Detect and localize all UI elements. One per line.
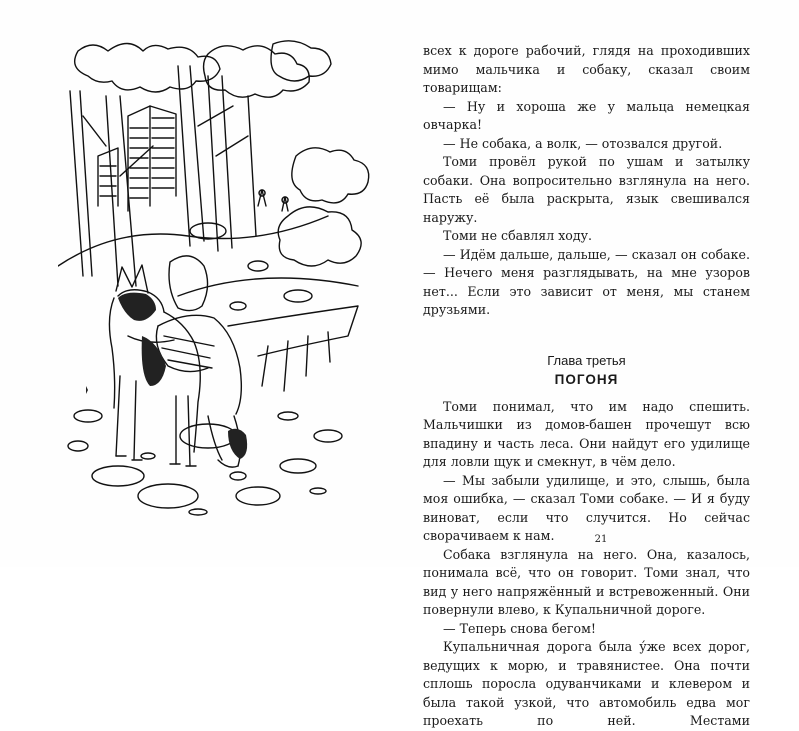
page-number: 21: [594, 534, 608, 545]
paragraph: Собака взглянула на него. Она, казалось, понимала всё, что он говорит. Томи знал, что вид у него напряжённый и встревоженный. Они повернули влево, к Купальничной дороге.: [423, 546, 750, 617]
paragraph: — Ну и хороша же у мальца немецкая овчарка!: [423, 98, 750, 132]
chapter-title: ПОГОНЯ: [554, 371, 619, 387]
paragraph: всех к дороге рабочий, глядя на проходивших мимо мальчика и собаку, сказал своим товарищам:: [423, 43, 750, 95]
paragraph: Купальничная дорога была у́же всех дорог, ведущих к морю, и травянистее. Она почти сплошь поросла одуванчиками и клевером и была такой узкой, что автомобиль едва мог проехать по ней. Местами: [423, 639, 750, 728]
paragraph: — Не собака, а волк, — отозвался другой.: [443, 135, 723, 151]
chapter-label: Глава третья: [547, 352, 626, 368]
chapter-heading: [423, 353, 750, 389]
paragraph: — Теперь снова бегом!: [443, 620, 596, 636]
paragraph: Томи не сбавлял ходу.: [443, 228, 593, 243]
paragraph: Томи провёл рукой по ушам и затылку собаки. Она вопросительно взглянула на него. Пасть её была раскрыта, язык свешивался наружу.: [423, 154, 750, 225]
illustration-boy-and-dog: [58, 36, 378, 521]
text-column: [423, 42, 750, 731]
paragraph: — Мы забыли удилище, и это, слышь, была моя ошибка, — сказал Томи собаке. — И я буду виноват, если что случится. Но сейчас сворачиваем к нам.: [423, 472, 750, 543]
paragraph: — Идём дальше, дальше, — сказал он собаке. — Нечего меня разглядывать, на мне узоров нет... Если это зависит от меня, мы станем друзьями.: [423, 246, 750, 317]
paragraph: Томи понимал, что им надо спешить. Мальчишки из домов-башен прочешут всю впадину и часть леса. Они найдут его удилище для ловли щук и смекнут, в чём дело.: [423, 398, 750, 469]
